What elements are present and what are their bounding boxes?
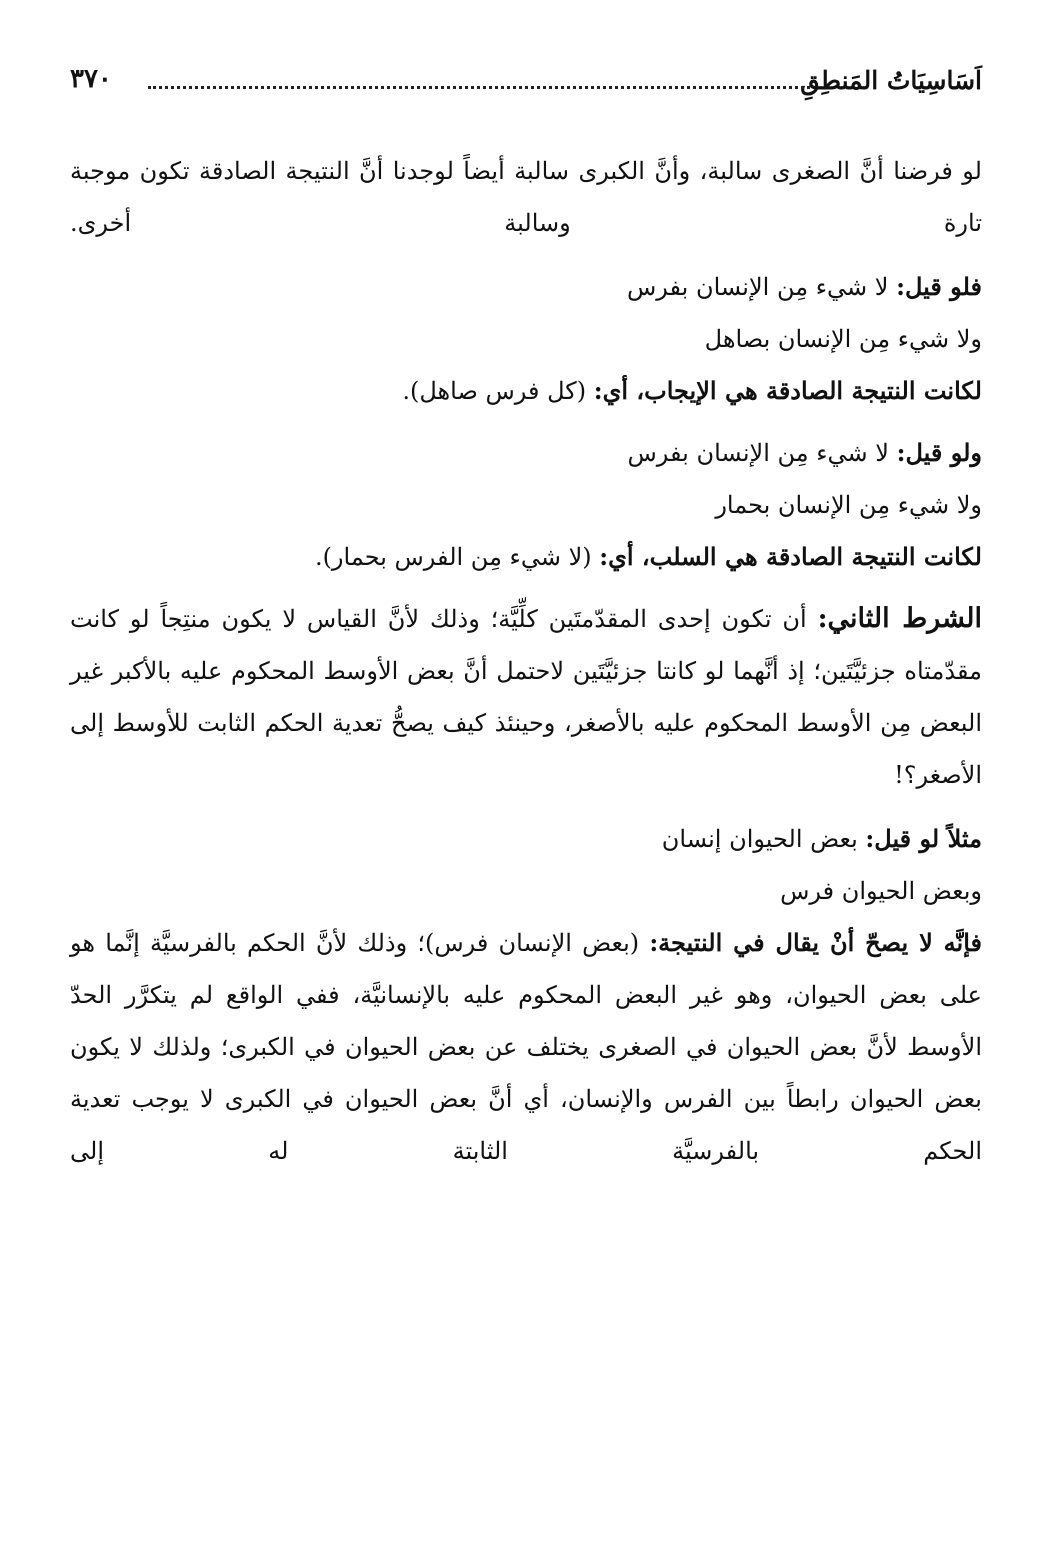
page-number: ٣٧٠ [70,64,112,94]
example-premise-major: ولا شيء مِن الإنسان بصاهل [704,325,982,353]
example-premise-text: لا شيء مِن الإنسان بفرس [627,439,897,467]
example-conclusion [70,365,982,417]
page-body [70,145,982,1189]
example-premise-minor [70,813,982,865]
example-premise-minor [70,261,982,313]
example-negative [70,427,982,583]
running-title: اَسَاسِيَاتُ المَنطِقِ [800,66,982,95]
section-text: أن تكون إحدى المقدّمتَين كلِّيَّة؛ وذلك لأنَّ القياس لا يكون منتِجاً لو كانت مقدّمتاه جزئيَّتَين؛ إذ أنَّهما لو كانتا جزئيَّتَين لاحتمل أنَّ بعض الأوسط المحكوم عليه بالأكبر غير البعض مِن الأوسط المحكوم عليه بالأصغر، وحينئذ كيف يصحُّ تعدية الحكم الثابت للأوسط إلى الأصغر؟! [70,605,982,789]
page-header [70,62,982,110]
example-premise-text: لا شيء مِن الإنسان بفرس [626,273,897,301]
example-lead: ولو قيل: [896,438,982,467]
conclusion-text: (كل فرس صاهل). [402,377,594,405]
section-title: الشرط الثاني: [817,603,982,634]
example-particular [70,813,982,917]
example-affirmative [70,261,982,417]
example-lead: فلو قيل: [896,272,982,301]
example-premise-minor [70,427,982,479]
paragraph-lead: فإنَّه لا يصحّ أنْ يقال في النتيجة: [649,928,982,957]
paragraph-text: (بعض الإنسان فرس)؛ وذلك لأنَّ الحكم بالفرسيَّة إنَّما هو على بعض الحيوان، وهو غير البعض المحكوم عليه بالإنسانيَّة، ففي الواقع لم يتكرَّر الحدّ الأوسط لأنَّ بعض الحيوان في الصغرى يختلف عن بعض الحيوان في الكبرى؛ ولذلك لا يكون بعض الحيوان رابطاً بين الفرس والإنسان، أي أنَّ بعض الحيوان في الكبرى لا يوجب تعدية الحكم بالفرسيَّة الثابتة له إلى [70,929,982,1165]
conclusion-lead: لكانت النتيجة الصادقة هي السلب، أي: [599,542,982,571]
example-premise-major: ولا شيء مِن الإنسان بحمار [715,491,982,519]
example-premise-text: بعض الحيوان إنسان [661,825,866,853]
example-premise-major: وبعض الحيوان فرس [780,877,982,905]
paragraph-intro: لو فرضنا أنَّ الصغرى سالبة، وأنَّ الكبرى سالبة أيضاً لوجدنا أنَّ النتيجة الصادقة تكون موجبة تارة وسالبة أخرى. [70,157,982,237]
paragraph-explanation [70,917,982,1177]
conclusion-lead: لكانت النتيجة الصادقة هي الإيجاب، أي: [593,376,982,405]
header-dotted-leader [148,86,810,89]
example-lead: مثلاً لو قيل: [865,824,982,853]
example-conclusion [70,531,982,583]
paragraph-second-condition [70,593,982,801]
conclusion-text: (لا شيء مِن الفرس بحمار). [314,543,600,571]
